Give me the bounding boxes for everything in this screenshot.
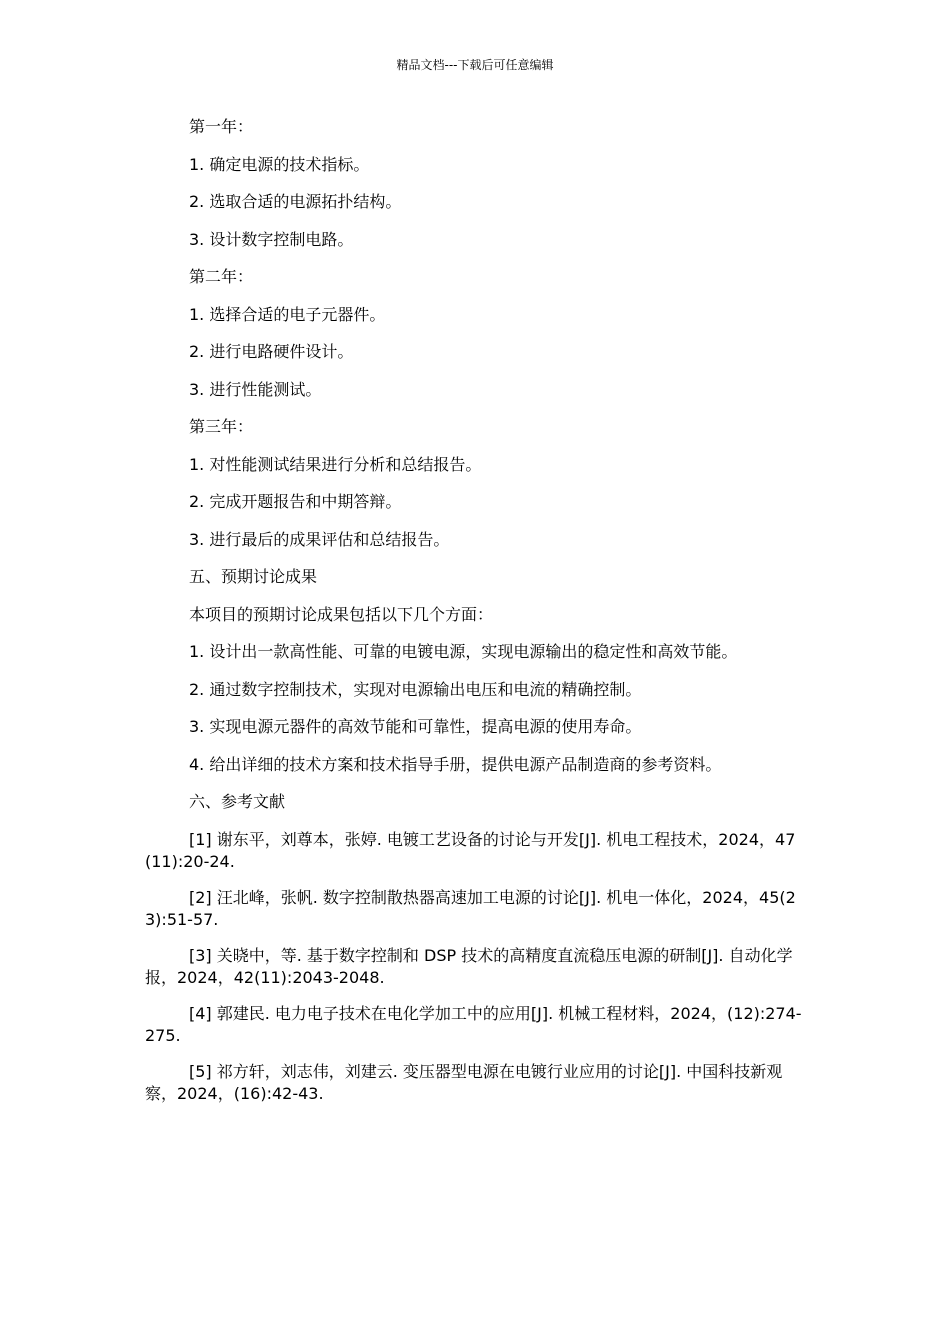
list-item: 2. 选取合适的电源拓扑结构。	[189, 192, 402, 211]
heading-year-three: 第三年：	[189, 417, 254, 436]
intro-paragraph: 本项目的预期讨论成果包括以下几个方面：	[189, 604, 494, 624]
list-item: 2. 完成开题报告和中期答辩。	[189, 492, 402, 511]
list-item: 3. 进行性能测试。	[189, 379, 322, 399]
reference-item: [3] 关晓中，等. 基于数字控制和 DSP 技术的高精度直流稳压电源的研制[J]. 自动化学报，2024，42(11):2043-2048.	[145, 945, 793, 987]
heading-year-two: 第二年：	[189, 267, 254, 286]
list-item: 1. 确定电源的技术指标。	[189, 154, 370, 174]
list-item: 1. 选择合适的电子元器件。	[189, 304, 386, 324]
list-item: 1. 设计出一款高性能、可靠的电镀电源，实现电源输出的稳定性和高效节能。	[189, 642, 738, 661]
list-item: 2. 进行电路硬件设计。	[189, 342, 354, 361]
reference-item: [5] 祁方轩，刘志伟，刘建云. 变压器型电源在电镀行业应用的讨论[J]. 中国科技新观察，2024，(16):42-43.	[145, 1061, 783, 1103]
document-body	[145, 116, 810, 1119]
list-item: 3. 设计数字控制电路。	[189, 229, 354, 249]
section-heading-expected-results: 五、预期讨论成果	[189, 567, 318, 586]
section-heading-references: 六、参考文献	[189, 792, 286, 811]
list-item: 2. 通过数字控制技术，实现对电源输出电压和电流的精确控制。	[189, 679, 642, 699]
reference-item: [1] 谢东平，刘尊本，张婷. 电镀工艺设备的讨论与开发[J]. 机电工程技术，2024，47(11):20-24.	[145, 829, 796, 871]
reference-item: [2] 汪北峰，张帆. 数字控制散热器高速加工电源的讨论[J]. 机电一体化，2024，45(23):51-57.	[145, 887, 796, 929]
page-header: 精品文档---下载后可任意编辑	[396, 58, 554, 72]
list-item: 3. 实现电源元器件的高效节能和可靠性，提高电源的使用寿命。	[189, 717, 642, 736]
reference-item: [4] 郭建民. 电力电子技术在电化学加工中的应用[J]. 机械工程材料，2024，(12):274-275.	[145, 1003, 802, 1045]
list-item: 3. 进行最后的成果评估和总结报告。	[189, 529, 450, 549]
list-item: 1. 对性能测试结果进行分析和总结报告。	[189, 454, 482, 474]
list-item: 4. 给出详细的技术方案和技术指导手册，提供电源产品制造商的参考资料。	[189, 754, 722, 774]
heading-year-one: 第一年：	[189, 117, 254, 136]
